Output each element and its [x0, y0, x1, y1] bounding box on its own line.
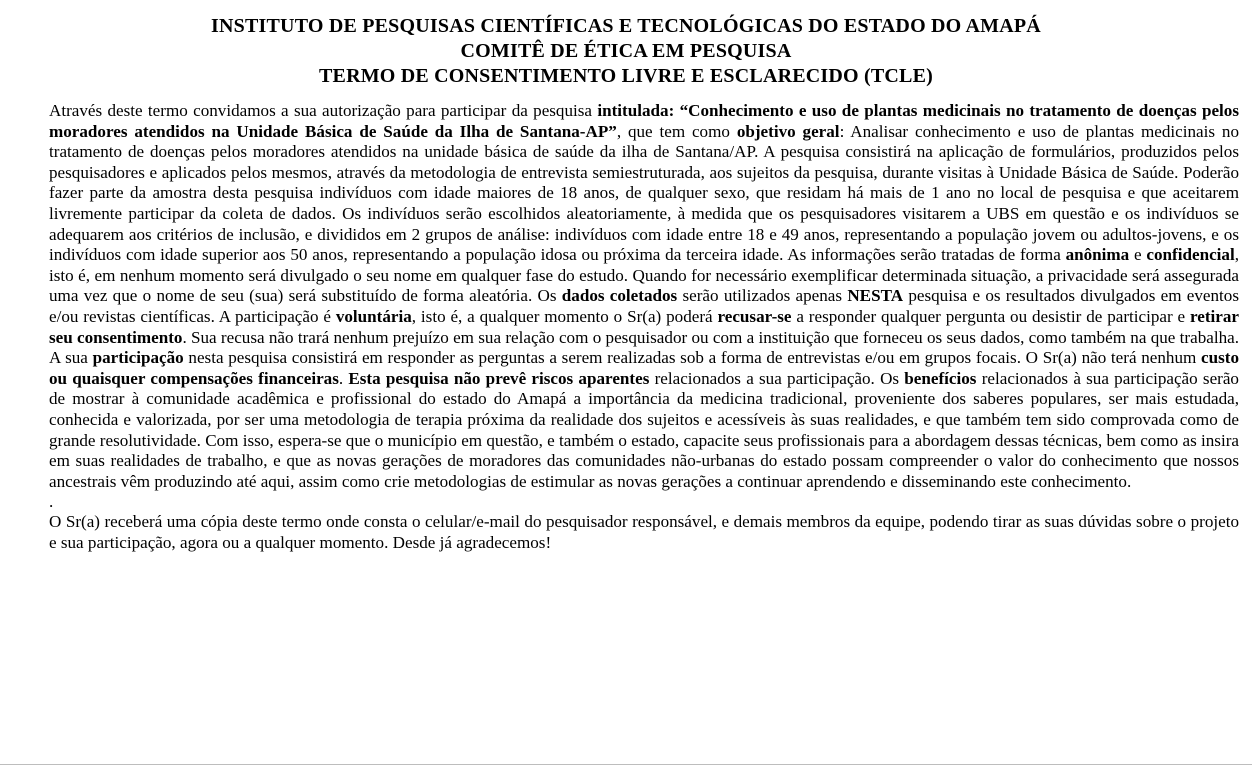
text-segment: serão utilizados apenas: [677, 286, 848, 306]
text-segment: , que tem como: [616, 121, 737, 141]
form-title: TERMO DE CONSENTIMENTO LIVRE E ESCLARECIDO (TCLE): [319, 65, 933, 87]
text-segment: a responder qualquer pergunta ou desistir de participar e: [791, 306, 1190, 326]
emphasis-confidential: confidencial: [1146, 245, 1235, 265]
main-paragraph: [49, 101, 1239, 492]
text-segment: relacionados a sua participação. Os: [649, 368, 905, 388]
objective-label: objetivo geral: [736, 121, 840, 141]
emphasis-participation: participação: [92, 348, 184, 368]
emphasis-withdraw-consent: retirar seu consentimento: [49, 306, 1240, 347]
emphasis-refuse: recusar-se: [717, 306, 792, 326]
committee-title: COMITÊ DE ÉTICA EM PESQUISA: [460, 40, 792, 62]
text-segment: . Sua recusa não trará nenhum prejuízo em sua relação com o pesquisador ou com a instituição que forneceu os seus dados, como também na que trabalha. A sua: [49, 327, 1239, 368]
text-segment: , isto é, a qualquer momento o Sr(a) poderá: [411, 306, 718, 326]
consent-body: [49, 101, 1239, 553]
emphasis-benefits: benefícios: [904, 368, 977, 388]
emphasis-no-risks: Esta pesquisa não prevê riscos aparentes: [348, 368, 650, 388]
emphasis-anonymous: anônima: [1065, 245, 1130, 265]
text-segment: relacionados à sua participação serão de mostrar à comunidade acadêmica e profissional do estado do Amapá a importância da medicina tradicional, proveniente dos saberes populares, ser mais estudada, conhecida e valorizada, por ser uma metodologia de terapia próxima da realidade dos sujeitos e acessíveis às suas realidades, e que também tem sido comprovada como de grande resolutividade. Com isso, espera-se que o município em questão, e também o estado, capacite seus profissionais para a abordagem dessas técnicas, bem como as insira em suas realidades de trabalho, e que as novas gerações de moradores das comunidades não-urbanas do estado possam compreender o valor do conhecimento que nossos ancestrais vêm produzindo até aqui, assim como crie metodologias de estimular as novas gerações a continuar aprendendo e disseminando este conhecimento.: [49, 368, 1239, 491]
text-segment: nesta pesquisa consistirá em responder as perguntas a serem realizadas sob a forma de entrevistas e/ou em grupos focais. O Sr(a) não terá nenhum: [183, 348, 1201, 368]
emphasis-voluntary: voluntária: [335, 306, 412, 326]
text-segment: , isto é, em nenhum momento será divulgado o seu nome em qualquer fase do estudo. Quando for necessário exemplificar determinada situação, a privacidade será assegurada uma vez que o nome de seu (sua) será substituído de forma aleatória. Os: [49, 245, 1239, 306]
text-segment: pesquisa e os resultados divulgados em eventos e/ou revistas científicas. A participação é: [49, 286, 1240, 326]
separator-dot: .: [49, 492, 54, 512]
emphasis-collected-data: dados coletados: [561, 286, 678, 306]
text-segment: .: [338, 368, 349, 388]
page-bottom-edge: [0, 764, 1252, 765]
text-segment: e: [1129, 245, 1147, 265]
document-header: [0, 14, 1252, 89]
emphasis-no-cost: custo ou quaisquer compensações financeiras: [49, 348, 1239, 388]
emphasis-this: NESTA: [847, 286, 904, 306]
closing-paragraph: O Sr(a) receberá uma cópia deste termo onde consta o celular/e-mail do pesquisador responsável, e demais membros da equipe, podendo tirar as suas dúvidas sobre o projeto e sua participação, agora ou a qualquer momento. Desde já agradecemos!: [49, 512, 1239, 552]
research-title: intitulada: “Conhecimento e uso de plantas medicinais no tratamento de doenças pelos moradores atendidos na Unidade Básica de Saúde da Ilha de Santana-AP”: [49, 101, 1239, 141]
text-segment: Através deste termo convidamos a sua autorização para participar da pesquisa: [49, 101, 598, 120]
text-segment: : Analisar conhecimento e uso de plantas medicinais no tratamento de doenças pelos moradores atendidos na unidade básica de saúde da ilha de Santana/AP. A pesquisa consistirá na aplicação de formulários, produzidos pelos pesquisadores e aplicados pelos mesmos, através da metodologia de entrevista semiestruturada, aos sujeitos da pesquisa, durante visitas à Unidade Básica de Saúde. Poderão fazer parte da amostra desta pesquisa indivíduos com idade maiores de 18 anos, de qualquer sexo, que residam há mais de 1 ano no local de pesquisa e que aceitarem livremente participar da coleta de dados. Os indivíduos serão escolhidos aleatoriamente, à medida que os pesquisadores visitarem a UBS em questão e os indivíduos se adequarem aos critérios de inclusão, e divididos em 2 grupos de análise: indivíduos com idade entre 18 e 49 anos, representando a população jovem ou adultos-jovens, e os indivíduos com idade superior aos 50 anos, representando a população idosa ou próxima da terceira idade. As informações serão tratadas de forma: [49, 121, 1239, 265]
institute-title: INSTITUTO DE PESQUISAS CIENTÍFICAS E TECNOLÓGICAS DO ESTADO DO AMAPÁ: [211, 15, 1041, 37]
